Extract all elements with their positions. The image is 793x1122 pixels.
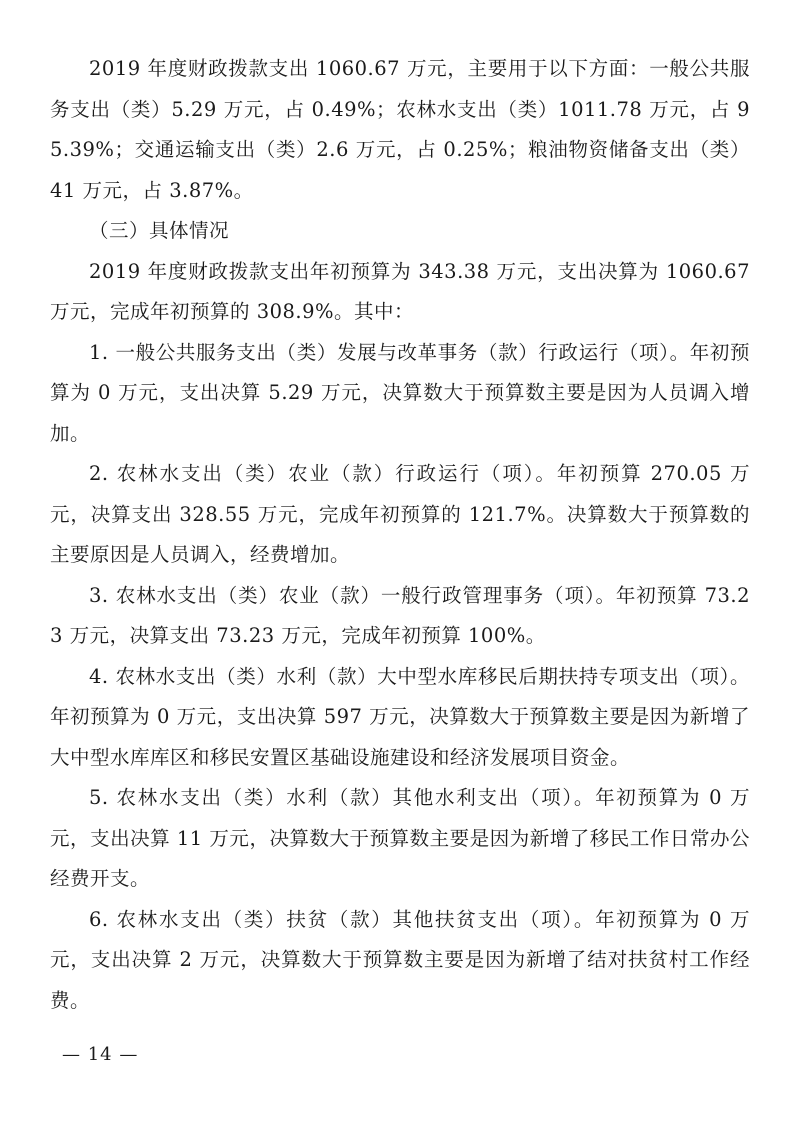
paragraph-summary: 2019 年度财政拨款支出 1060.67 万元，主要用于以下方面：一般公共服务支出（类）5.29 万元，占 0.49%；农林水支出（类）1011.78 万元，占 95.39%；交通运输支出（类）2.6 万元，占 0.25%；粮油物资储备支出（类）41 万元，占 3.87%。 (50, 57, 750, 202)
paragraph-item-2: 2. 农林水支出（类）农业（款）行政运行（项）。年初预算 270.05 万元，决算支出 328.55 万元，完成年初预算的 121.7%。决算数大于预算数的主要原因是人员调入，经费增加。 (50, 462, 750, 566)
paragraph-item-3: 3. 农林水支出（类）农业（款）一般行政管理事务（项）。年初预算 73.23 万元，决算支出 73.23 万元，完成年初预算 100%。 (50, 583, 750, 647)
section-heading: （三）具体情况 (89, 219, 230, 242)
paragraph-overview: 2019 年度财政拨款支出年初预算为 343.38 万元，支出决算为 1060.67 万元，完成年初预算的 308.9%。其中： (50, 259, 750, 323)
page-number: — 14 — (62, 1044, 139, 1065)
paragraph-item-6: 6. 农林水支出（类）扶贫（款）其他扶贫支出（项）。年初预算为 0 万元，支出决算 2 万元，决算数大于预算数主要是因为新增了结对扶贫村工作经费。 (50, 907, 750, 1012)
paragraph-item-4: 4. 农林水支出（类）水利（款）大中型水库移民后期扶持专项支出（项）。年初预算为 0 万元，支出决算 597 万元，决算数大于预算数主要是因为新增了大中型水库库区和移民安置区基础设施建设和经济发展项目资金。 (50, 664, 750, 769)
paragraph-item-5: 5. 农林水支出（类）水利（款）其他水利支出（项）。年初预算为 0 万元，支出决算 11 万元，决算数大于预算数主要是因为新增了移民工作日常办公经费开支。 (50, 786, 750, 890)
document-body (50, 49, 750, 1021)
paragraph-item-1: 1. 一般公共服务支出（类）发展与改革事务（款）行政运行（项）。年初预算为 0 万元，支出决算 5.29 万元，决算数大于预算数主要是因为人员调入增加。 (50, 340, 750, 445)
